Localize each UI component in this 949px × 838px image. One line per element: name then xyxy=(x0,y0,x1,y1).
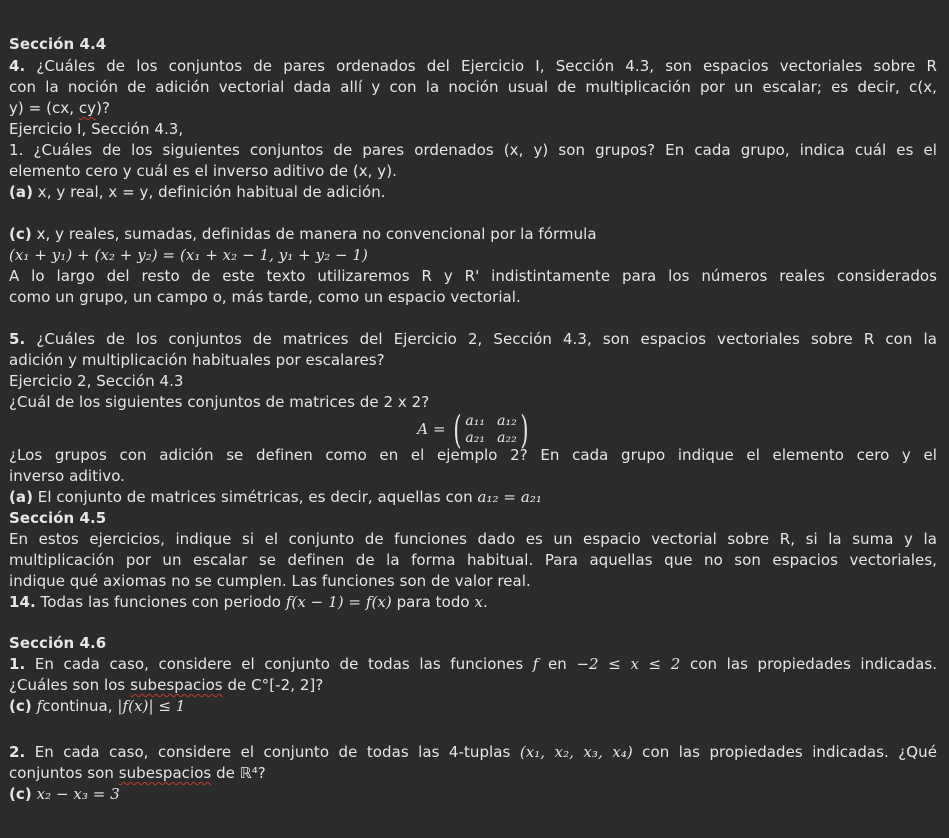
q14-x: x xyxy=(474,593,483,611)
q4-text-3a: y) = (cx, xyxy=(9,99,79,117)
s46-q2-line-1 xyxy=(9,742,937,763)
q5-groups-line-1: ¿Los grupos con adición se definen como en el ejemplo 2? En cada grupo indique el elemento cero y el xyxy=(9,446,937,464)
q5-reference: Ejercicio 2, Sección 4.3 xyxy=(9,372,184,390)
q4-text-1: ¿Cuáles de los conjuntos de pares ordenados del Ejercicio I, Sección 4.3, son espacios vectoriales sobre R xyxy=(36,57,937,75)
q5-a-math: a₁₂ = a₂₁ xyxy=(477,488,542,506)
s46-q1-text: En cada caso, considere el conjunto de todas las funciones xyxy=(25,655,533,673)
s46-q1-f: f xyxy=(532,655,539,673)
remark-line-2: como un grupo, un campo o, más tarde, como un espacio vectorial. xyxy=(9,288,521,306)
q4-text-3c: )? xyxy=(96,99,111,117)
s46-q2-text: En cada caso, considere el conjunto de todas las 4-tuplas xyxy=(25,743,520,761)
q4-number: 4. xyxy=(9,57,26,75)
q14-text: Todas las funciones con periodo xyxy=(35,593,286,611)
s45-line-3: indique qué axiomas no se cumplen. Las funciones son de valor real. xyxy=(9,572,531,590)
s46-q1-end: con las propiedades indicadas. xyxy=(680,655,938,673)
q5-number: 5. xyxy=(9,330,26,348)
s46-c2-label: (c) xyxy=(9,785,32,803)
s46-q1-l2a: ¿Cuáles son los xyxy=(9,676,131,694)
e1-a-text: x, y real, x = y, definición habitual de adición. xyxy=(32,183,386,201)
s46-q1-line-1 xyxy=(9,654,937,675)
matrix-A xyxy=(450,407,531,452)
heading-section-4-5: Sección 4.5 xyxy=(9,509,107,527)
s46-c1-math: |f(x)| ≤ 1 xyxy=(117,697,186,715)
q5-a-label: (a) xyxy=(9,488,33,506)
s46-q2-line-2 xyxy=(9,763,937,784)
q5-ask: ¿Cuál de los siguientes conjuntos de matrices de 2 x 2? xyxy=(9,393,430,411)
matrix-open-paren: ( xyxy=(453,407,462,452)
q5-text-1: ¿Cuáles de los conjuntos de matrices del Ejercicio 2, Sección 4.3, son espacios vectoriales sobre R con la xyxy=(36,330,937,348)
s44-reference: Ejercicio I, Sección 4.3, xyxy=(9,120,184,138)
s46-q2-spell-flag[interactable]: subespacios xyxy=(118,764,212,782)
remark-line-1: A lo largo del resto de este texto utilizaremos R y R' indistintamente para los números reales considerados xyxy=(9,267,937,285)
e1-item-a xyxy=(9,182,937,203)
e1-line-1: 1. ¿Cuáles de los siguientes conjuntos de pares ordenados (x, y) son grupos? En cada grupo, indica cuál es el xyxy=(9,141,937,159)
e1-formula: (x₁ + y₁) + (x₂ + y₂) = (x₁ + x₂ − 1, y₁ + y₂ − 1) xyxy=(9,246,368,264)
q4-spell-flag[interactable]: cy xyxy=(78,99,97,117)
s46-c1-text: continua, xyxy=(42,697,118,715)
s46-q1-en: en xyxy=(538,655,577,673)
s46-q1-line-2 xyxy=(9,675,937,696)
e1-item-c xyxy=(9,224,937,245)
s46-c2-math: x₂ − x₃ = 3 xyxy=(36,785,120,803)
q14-number: 14. xyxy=(9,593,36,611)
heading-section-4-4: Sección 4.4 xyxy=(9,35,107,53)
matrix-lhs: A = xyxy=(417,420,446,438)
q5-line-1 xyxy=(9,329,937,350)
matrix-grid xyxy=(465,413,516,447)
q4-line-2: con la noción de adición vectorial dada allí y con la noción usual de multiplicación por un escalar; es decir, c(x, xyxy=(9,78,937,96)
s46-q2-math: (x₁, x₂, x₃, x₄) xyxy=(519,743,633,761)
s46-q2-end: con las propiedades indicadas. ¿Qué xyxy=(632,743,937,761)
matrix-close-paren: ) xyxy=(520,407,529,452)
q14-end: para todo xyxy=(391,593,475,611)
s46-c1-f: f xyxy=(31,697,43,715)
s46-q2-item-c xyxy=(9,784,937,805)
e1-line-2: elemento cero y cuál es el inverso aditivo de (x, y). xyxy=(9,162,397,180)
s46-q1-spell-flag[interactable]: subespacios xyxy=(130,676,223,694)
s46-q1-number: 1. xyxy=(9,655,26,673)
s46-q1-math: −2 ≤ x ≤ 2 xyxy=(576,655,681,673)
q14-dot: . xyxy=(482,593,488,611)
q14-math: f(x − 1) = f(x) xyxy=(285,593,392,611)
matrix-a21: a₂₁ xyxy=(465,429,486,446)
s45-line-1: En estos ejercicios, indique si el conjunto de funciones dado es un espacio vectorial sobre R, si la suma y la xyxy=(9,530,937,548)
s45-line-2: multiplicación por un escalar se definen de la forma habitual. Para aquellas que no son espacios vectoriales, xyxy=(9,551,937,569)
matrix-a22: a₂₂ xyxy=(497,429,517,446)
matrix-equation xyxy=(0,407,949,452)
s46-q2-number: 2. xyxy=(9,743,26,761)
e1-c-label: (c) xyxy=(9,225,32,243)
q5-item-a xyxy=(9,487,937,508)
q14-line xyxy=(9,592,937,613)
e1-a-label: (a) xyxy=(9,183,33,201)
s46-q1-l2c: de C°[-2, 2]? xyxy=(222,676,324,694)
heading-section-4-6: Sección 4.6 xyxy=(9,634,107,652)
q5-a-text: El conjunto de matrices simétricas, es decir, aquellas con xyxy=(32,488,478,506)
q5-groups-line-2: inverso aditivo. xyxy=(9,467,125,485)
q4-line-3 xyxy=(9,98,937,119)
e1-c-text: x, y reales, sumadas, definidas de manera no convencional por la fórmula xyxy=(31,225,597,243)
s46-c1-label: (c) xyxy=(9,697,32,715)
q5-line-2: adición y multiplicación habituales por escalares? xyxy=(9,351,385,369)
q4-line-1 xyxy=(9,56,937,77)
matrix-a12: a₁₂ xyxy=(497,412,517,429)
s46-q2-l2c: de ℝ⁴? xyxy=(211,764,266,782)
matrix-a11: a₁₁ xyxy=(465,412,486,429)
s46-q1-item-c xyxy=(9,696,937,717)
s46-q2-l2a: conjuntos son xyxy=(9,764,119,782)
